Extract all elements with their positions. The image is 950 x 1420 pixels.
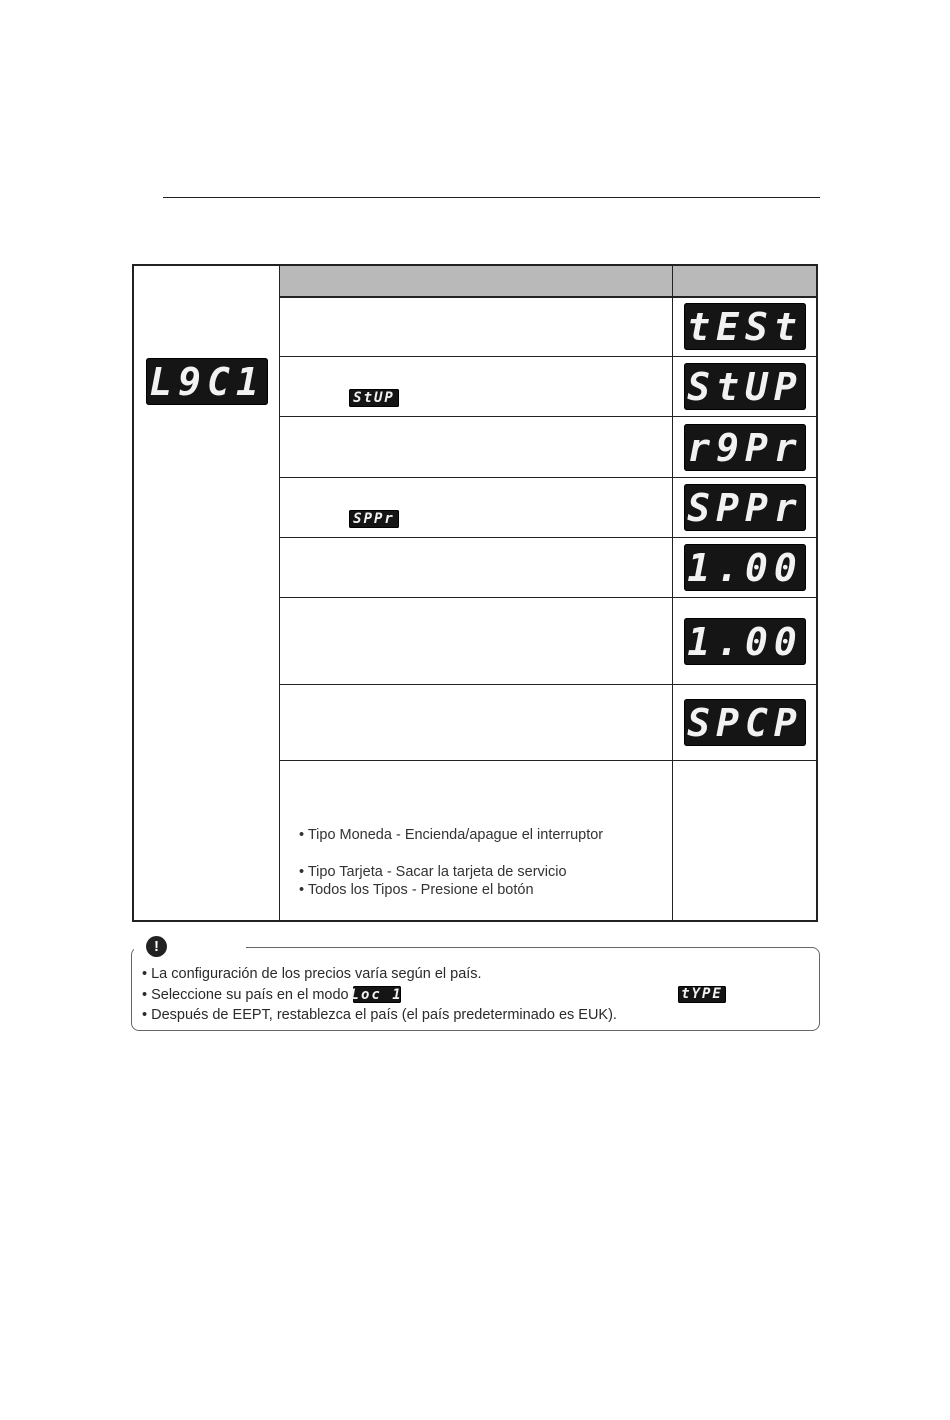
display-test	[684, 303, 806, 350]
note-line	[142, 985, 742, 1006]
inline-code: StUP	[353, 390, 395, 406]
note-line: • La configuración de los precios varía según el país.	[142, 966, 482, 982]
display-r9pr	[684, 424, 806, 471]
warning-icon: !	[146, 936, 167, 957]
inline-display-loc	[350, 986, 403, 1003]
table-header	[280, 266, 816, 298]
note-line-text: • Seleccione su país en el modo	[142, 986, 349, 1003]
display-code: r9Pr	[687, 425, 803, 470]
inline-code: tYPE	[681, 985, 723, 1002]
mode-display-code: L9C1	[149, 359, 265, 404]
display-code: SPCP	[687, 700, 803, 745]
display-spcp	[684, 699, 806, 746]
display-code: tESt	[687, 304, 803, 349]
inline-display-setup	[349, 389, 399, 407]
list-item: • Tipo Moneda - Encienda/apague el interruptor	[299, 827, 604, 843]
display-price-2	[684, 618, 806, 665]
note-line: • Después de EEPT, restablezca el país (el país predeterminado es EUK).	[142, 1007, 617, 1023]
display-setup	[684, 363, 806, 410]
row-divider	[280, 760, 816, 761]
display-sppr	[684, 484, 806, 531]
inline-code: SPPr	[353, 511, 395, 527]
display-code: 1.00	[687, 545, 803, 590]
row-divider	[280, 416, 816, 417]
row-divider	[280, 477, 816, 478]
row-divider	[280, 356, 816, 357]
mode-display	[146, 358, 268, 405]
inline-code: Loc 1	[350, 986, 403, 1003]
column-divider-1	[279, 266, 280, 920]
inline-display-sppr	[349, 510, 399, 528]
inline-display-type	[678, 986, 726, 1003]
display-price-1	[684, 544, 806, 591]
column-divider-2	[672, 266, 673, 920]
row-divider	[280, 537, 816, 538]
list-item: • Tipo Tarjeta - Sacar la tarjeta de servicio	[299, 863, 567, 880]
list-item: • Todos los Tipos - Presione el botón	[299, 882, 534, 898]
exit-steps-list	[299, 826, 603, 900]
display-code: StUP	[687, 364, 803, 409]
display-code: 1.00	[687, 619, 803, 664]
top-rule	[163, 197, 820, 198]
display-code: SPPr	[687, 485, 803, 530]
note-text	[142, 964, 742, 1026]
row-divider	[280, 684, 816, 685]
procedure-table	[132, 264, 818, 922]
row-divider	[280, 597, 816, 598]
